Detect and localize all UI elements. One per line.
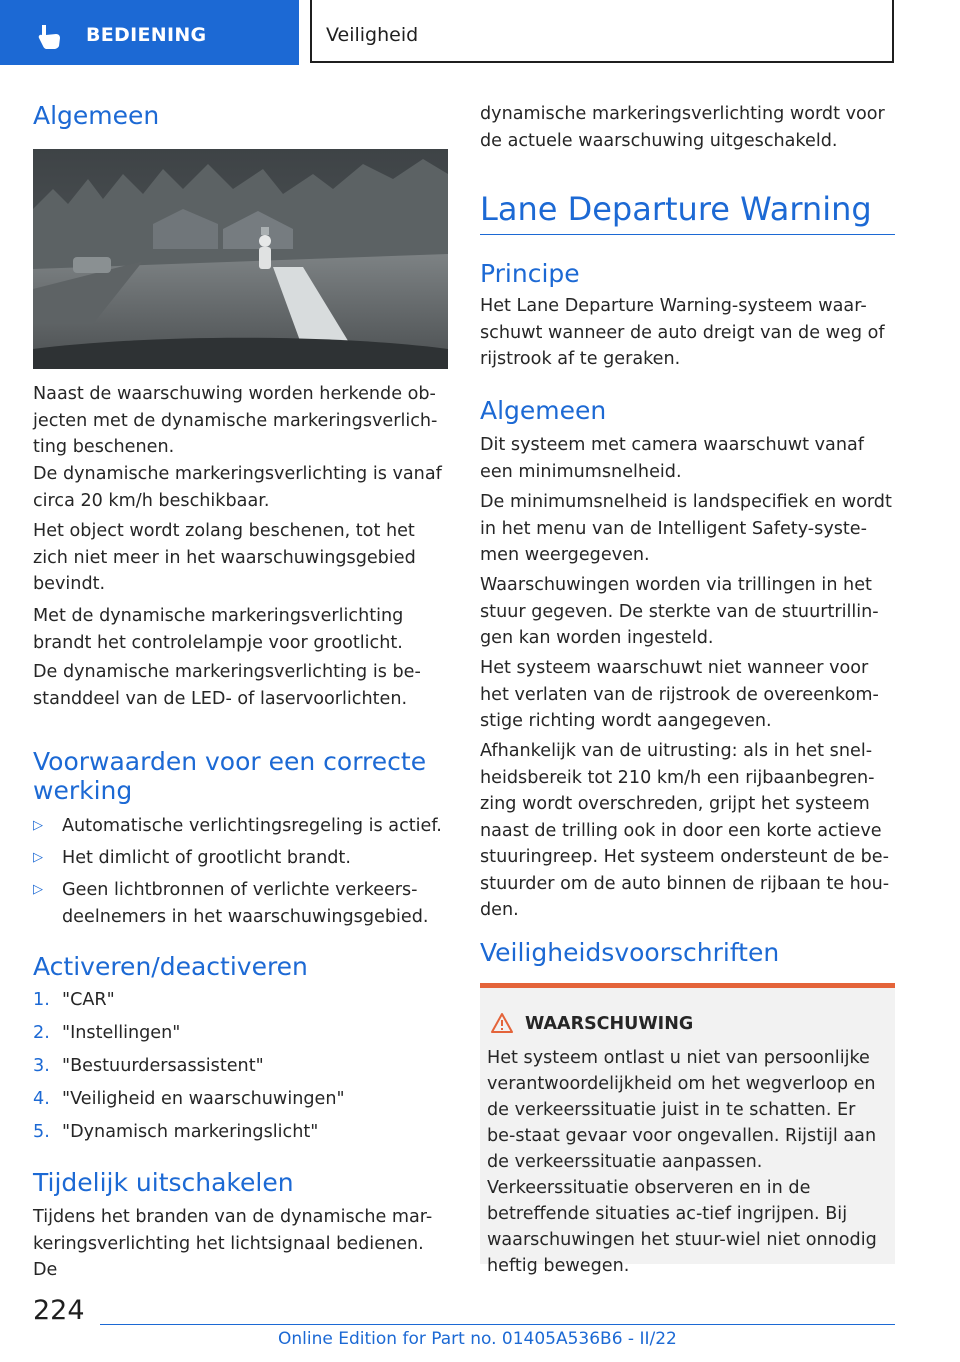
warning-box [480, 983, 895, 1276]
bullet-marker: ▷ [33, 818, 43, 833]
warning-triangle-icon [490, 1012, 514, 1034]
heading-tijdelijk: Tijdelijk uitschakelen [33, 1168, 294, 1197]
paragraph: Met de dynamische markeringsverlichting brandt het controlelampje voor grootlicht. [33, 606, 404, 653]
heading-algemeen: Algemeen [33, 101, 160, 130]
heading-veiligheidsvoorschriften: Veiligheidsvoorschriften [480, 938, 780, 967]
paragraph: Het systeem waarschuwt niet wanneer voor het verlaten van de rijstrook de overeenkom-stige richting wordt aangegeven. [480, 658, 879, 731]
warning-body: Het systeem ontlast u niet van persoonlijke verantwoordelijkheid om het wegverloop en de verkeerssituatie juist in te schatten. Er be-staat gevaar voor ongevallen. Rijstijl aan de verkeerssituatie aanpassen. Verkeerssituatie observeren en in de betreffende situaties ac-tief ingrijpen. Bij waarschuwingen het stuur-wiel niet onnodig heftig bewegen. [487, 1048, 877, 1276]
paragraph: Afhankelijk van de uitrusting: als in het snel-heidsbereik tot 210 km/h een rijbaanbegren-zing wordt overschreden, grijpt het systeem naast de trilling ook in door een korte actieve stuuringreep. Het systeem ondersteunt de be-stuurder om de auto binnen de rijbaan te hou-den. [480, 741, 890, 920]
heading-lane-departure-warning: Lane Departure Warning [480, 190, 872, 228]
paragraph: Naast de waarschuwing worden herkende ob-jecten met de dynamische markeringsverlich-ting beschenen. [33, 384, 438, 457]
heading-principe: Principe [480, 259, 580, 288]
bullet-marker: ▷ [33, 882, 43, 897]
topic-tab [310, 0, 894, 63]
paragraph: Dit systeem met camera waarschuwt vanaf een minimumsnelheid. [480, 435, 864, 482]
section-tab [0, 0, 299, 65]
paragraph: dynamische markeringsverlichting wordt voor de actuele waarschuwing uitgeschakeld. [480, 104, 885, 151]
pointing-hand-icon [36, 22, 64, 50]
night-road-illustration [33, 149, 448, 369]
paragraph: Het object wordt zolang beschenen, tot het zich niet meer in het waarschuwingsgebied bevindt. [33, 521, 416, 594]
paragraph: De dynamische markeringsverlichting is be-standdeel van de LED- of laservoorlichten. [33, 662, 421, 709]
paragraph: Tijdens het branden van de dynamische mar-keringsverlichting het lichtsignaal bedienen. De [33, 1207, 433, 1280]
paragraph: Het Lane Departure Warning-systeem waar-schuwt wanneer de auto dreigt van de weg of rijstrook af te geraken. [480, 296, 885, 369]
paragraph: De minimumsnelheid is landspecifiek en wordt in het menu van de Intelligent Safety-syste-men weergegeven. [480, 492, 892, 565]
divider [480, 234, 895, 235]
page-number: 224 [33, 1295, 85, 1326]
edition-text: Online Edition for Part no. 01405A536B6 - II/22 [278, 1329, 677, 1349]
paragraph: De dynamische markeringsverlichting is vanaf circa 20 km/h beschikbaar. [33, 464, 442, 511]
heading-activeren: Activeren/deactiveren [33, 952, 308, 981]
footer-rule [100, 1324, 895, 1325]
heading-voorwaarden: Voorwaarden voor een correcte werking [33, 747, 427, 805]
topic-label: Veiligheid [326, 24, 419, 46]
section-label: BEDIENING [86, 24, 207, 46]
paragraph: Waarschuwingen worden via trillingen in het stuur gegeven. De sterkte van de stuurtrillin-gen kan worden ingesteld. [480, 575, 879, 648]
heading-algemeen-right: Algemeen [480, 396, 607, 425]
warning-title: WAARSCHUWING [525, 1014, 694, 1034]
bullet-marker: ▷ [33, 850, 43, 865]
